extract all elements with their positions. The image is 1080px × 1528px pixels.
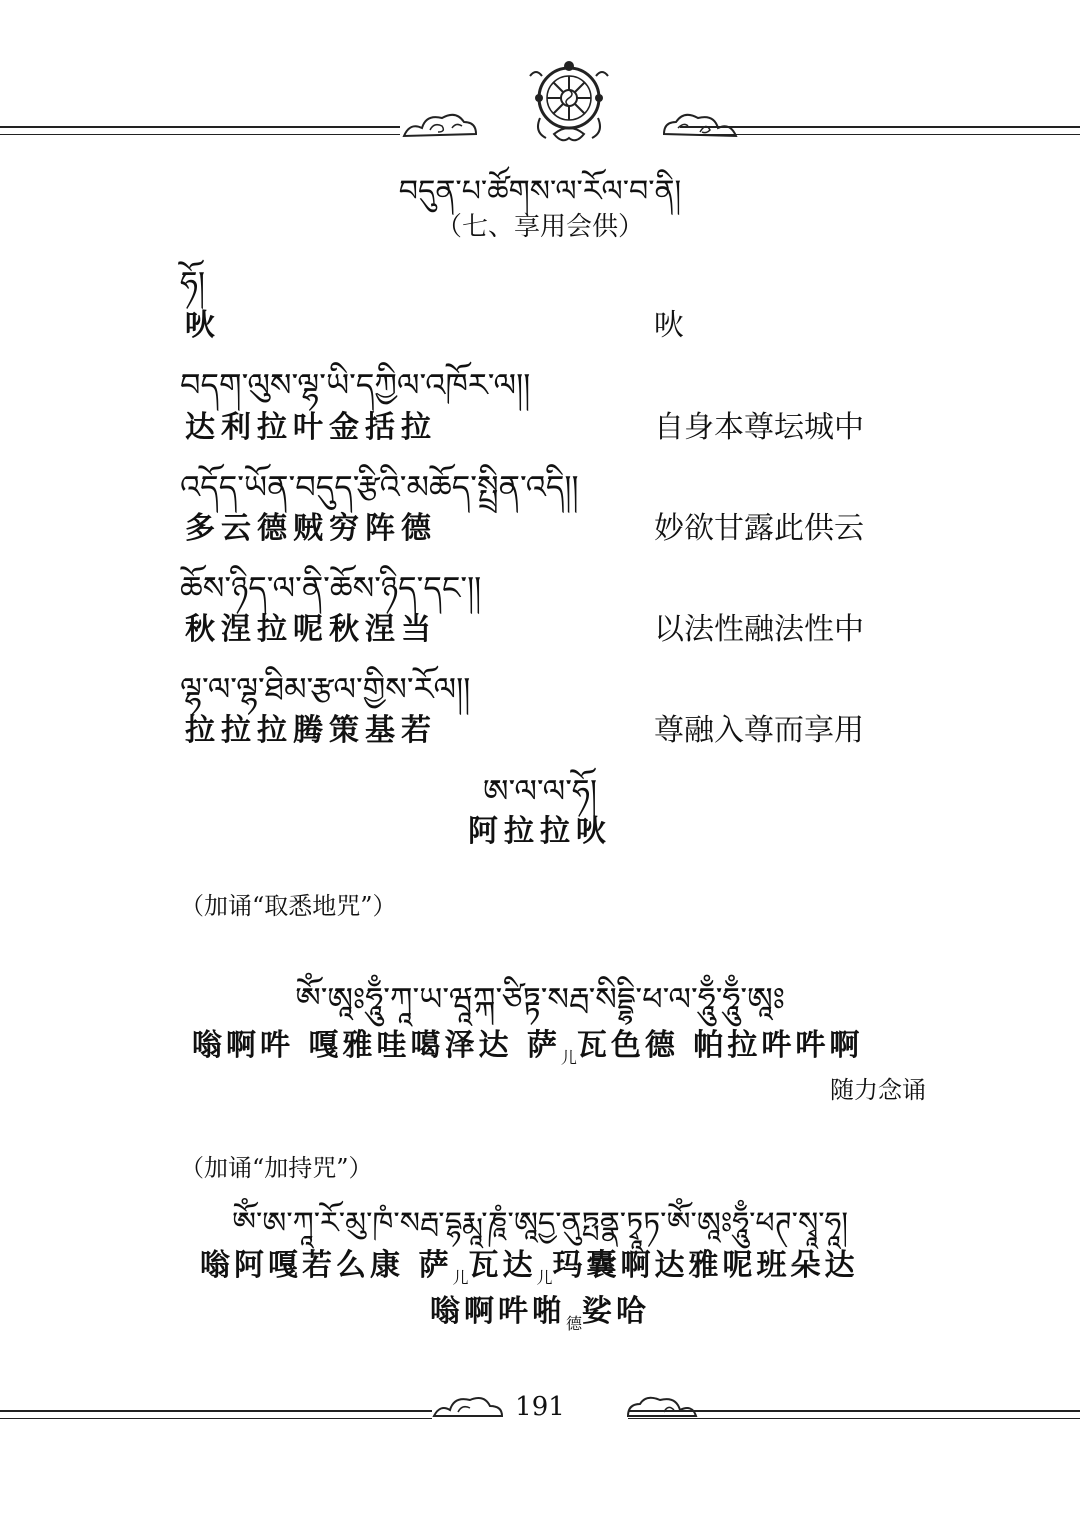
verse-translation: 以法性融法性中: [654, 612, 864, 647]
mantra-phonetic-part: 瓦达: [468, 1248, 537, 1283]
mantra-note: （加诵“取悉地咒”）: [180, 892, 397, 920]
verse-tibetan: ལྷ་ལ་ལྷ་ཐིམ་རྩལ་གྱིས་རོལ།།: [180, 670, 471, 708]
mantra-phonetic-part: 瓦色德 帕拉吽吽啊: [576, 1028, 864, 1063]
mantra-tibetan: ཨོཾ་ཨཱཿཧཱུྃ་ཀཱ་ཡ་ཝཱཀྐ་ཙིཏྟ་སརྦ་སིདྡྷི་ཕ་ལ་ཧཱུྃ་ཧཱུྃ་ཨཱཿ: [295, 980, 785, 1018]
verse-phonetic: 达利拉叶金括拉: [185, 410, 437, 445]
verse-translation: 自身本尊坛城中: [654, 410, 864, 445]
verse-phonetic: 多云德贼穷阵德: [185, 511, 437, 546]
mantra-phonetic-part: 嗡啊吽 嘎雅哇噶泽达 萨: [192, 1028, 561, 1063]
mantra-phonetic-part: 娑哈: [582, 1294, 650, 1329]
verse-phonetic: 吙: [185, 308, 221, 343]
verse-translation: 尊融入尊而享用: [654, 713, 864, 748]
page-number: 191: [515, 1392, 565, 1422]
mantra-phonetic: [192, 1020, 863, 1068]
closing-phonetic: 阿拉拉吙: [468, 814, 612, 849]
mantra-phonetic-sub: 儿: [452, 1268, 469, 1287]
verse-tibetan: འདོད་ཡོན་བདུད་རྩིའི་མཆོད་སྤྲིན་འདི།།: [180, 468, 579, 506]
cloud-ornament-right-icon: [660, 108, 740, 142]
cloud-ornament-left-icon: [400, 108, 480, 142]
verse-translation: 妙欲甘露此供云: [654, 511, 864, 546]
header-rule-bottom: [0, 134, 400, 135]
mantra-tibetan: ཨོཾ་ཨ་ཀཱ་རོ་མུ་ཁཾ་སརྦ་དྷརྨཱ་ཎཱཾ་ཨཱདྱ་ནུཏྤནྣ་ཏྭཱཏ་ཨོཾ་ཨཱཿཧཱུྃ་ཕཊ་སྭཱ་ཧཱ།: [231, 1206, 849, 1241]
mantra-phonetic-part: 嗡啊吽啪: [429, 1294, 566, 1329]
dharma-wheel-icon: [526, 58, 612, 148]
mantra-remark: 随力念诵: [830, 1076, 926, 1104]
verse-phonetic: 拉拉拉腾策基若: [185, 713, 437, 748]
mantra-phonetic: [200, 1240, 858, 1288]
header-rule-top: [0, 126, 400, 128]
section-title-chinese: （七、享用会供）: [435, 212, 644, 242]
mantra-phonetic-line2: [0, 1286, 1080, 1334]
mantra-note: （加诵“加持咒”）: [180, 1154, 373, 1182]
mantra-phonetic-part: 嗡阿嘎若么康 萨: [200, 1248, 453, 1283]
section-title-tibetan: བདུན་པ་ཚོགས་ལ་རོལ་བ་ནི།: [398, 174, 682, 209]
verse-phonetic: 秋涅拉呢秋涅当: [185, 612, 437, 647]
mantra-phonetic-sub: 儿: [536, 1268, 553, 1287]
header-rule-right-bottom: [680, 134, 1080, 135]
closing-tibetan: ཨ་ལ་ལ་ཧོ།: [482, 772, 598, 810]
verse-translation: 吙: [654, 308, 684, 343]
mantra-phonetic-sub: 儿: [560, 1048, 577, 1067]
mantra-phonetic-sub: 德: [565, 1314, 582, 1333]
mantra-phonetic-part: 玛囊啊达雅呢班朵达: [552, 1248, 859, 1283]
verse-tibetan: ཧོ།: [180, 264, 206, 302]
verse-tibetan: བདག་ལུས་ལྷ་ཡི་དཀྱིལ་འཁོར་ལ།།: [180, 366, 531, 404]
verse-tibetan: ཆོས་ཉིད་ལ་ནི་ཆོས་ཉིད་དང་།།: [180, 569, 482, 607]
header-rule-right-top: [680, 126, 1080, 128]
